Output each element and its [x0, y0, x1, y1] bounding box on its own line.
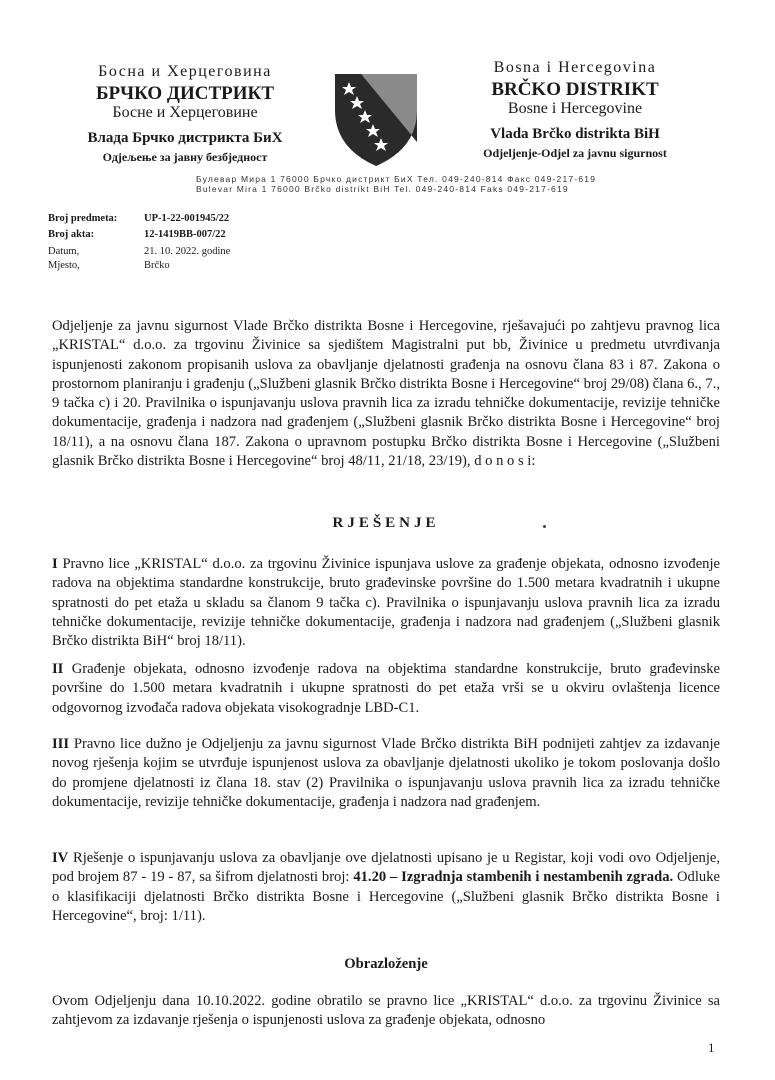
header-right-department: Odjeljenje-Odjel za javnu sigurnost — [483, 145, 667, 160]
address-cyrillic: Булевар Мира 1 76000 Брчко дистрикт БиХ Тел. 049-240-814 Факс 049-217-619 — [196, 174, 597, 184]
header-left-department: Одјељење за јавну безбједност — [102, 149, 268, 164]
decision-item-2 — [52, 660, 720, 718]
header-left-country: Босна и Херцеговина — [98, 63, 272, 80]
item-numeral: I — [52, 556, 58, 572]
place-label: Mjesto, — [48, 260, 80, 271]
case-number-label: Broj predmeta: — [48, 213, 118, 224]
item-numeral: IV — [52, 850, 69, 866]
header-left-sub: Босне и Херцеговине — [112, 103, 258, 121]
decision-item-4 — [52, 849, 720, 926]
reasoning-title: Obrazloženje — [344, 956, 428, 972]
address-latin: Bulevar Mira 1 76000 Brčko distrikt BiH Tel. 049-240-814 Faks 049-217-619 — [196, 184, 569, 195]
decision-title: RJEŠENJE — [332, 515, 440, 531]
date-label: Datum, — [48, 246, 80, 257]
page-number: 1 — [708, 1040, 715, 1055]
header-right — [445, 58, 705, 161]
reasoning-paragraph: Ovom Odjeljenju dana 10.10.2022. godine obratilo se pravno lice „KRISTAL“ d.o.o. za trgovinu Živinice sa zahtjevom za izdavanje rješenja o ispunjenosti uslova za građenje objekata, odnosno — [52, 993, 720, 1029]
header-right-government: Vlada Brčko distrikta BiH — [490, 125, 660, 142]
decision-item-3 — [52, 735, 720, 812]
activity-code: 41.20 – Izgradnja stambenih i nestambenih zgrada. — [353, 869, 674, 886]
item-text: Pravno lice „KRISTAL“ d.o.o. za trgovinu Živinice ispunjava uslove za građenje objekata, odnosno izvođenje radova na objektima standardne konstrukcije, bruto građevinske površine do 1.500 metara kvadratnih i ukupne spratnosti do pet etaža u skladu sa članom 9 tačka c). Pravilnika o ispunjavanju uslova pravnih lica za izradu tehničke dokumentacije, revizije tehničke dokumentacije, građenja i nadzora nad građenjem („Službeni glasnik Brčko distrikta BiH“ broj 18/11). — [52, 556, 720, 650]
coat-of-arms-emblem — [331, 70, 421, 170]
document-meta — [48, 212, 348, 282]
header-right-country: Bosna i Hercegovina — [493, 59, 657, 76]
date-value: 21. 10. 2022. godine — [144, 246, 231, 257]
item-text-continued: Odluke o klasifikaciji djelatnosti Brčko distrikta Bosne i Hercegovine („Službeni glasnik Brčko distrikta Bosne i Hercegovine“, broj: 1/11). — [52, 869, 720, 924]
intro-paragraph: Odjeljenje za javnu sigurnost Vlade Brčko distrikta Bosne i Hercegovine, rješavajući po zahtjevu pravnog lica „KRISTAL“ d.o.o. za trgovinu Živinice sa sjedištem Magistralni put bb, Živinice u predmetu utvrđivanja ispunjenosti zakonom propisanih uslova za obavljanje djelatnosti građenja na osnovu člana 83 i 87. Zakona o prostornom planiranju i građenju („Službeni glasnik Brčko distrikta Bosne i Hercegovine“ broj 29/08) člana 6., 7., 9 tačka c) i 20. Pravilnika o ispunjavanju uslova pravnih lica za izradu tehničke dokumentacije, revizije tehničke dokumentacije, građenja i nadzora nad građenjem („Službeni glasnik Brčko distrikta Bosne i Hercegovine“ broj 18/11), a na osnovu člana 187. Zakona o upravnom postupku Brčko distrikta Bosne i Hercegovine („Službeni glasnik Brčko distrikta Bosne i Hercegovine“ broj 48/11, 21/18, 23/19), d o n o s i: — [52, 318, 720, 470]
decision-item-1 — [52, 555, 720, 651]
item-numeral: III — [52, 736, 70, 752]
address-block — [196, 174, 666, 194]
scan-mark — [543, 525, 546, 528]
header-right-sub: Bosne i Hercegovine — [507, 99, 643, 117]
header-left — [60, 62, 310, 165]
case-number-value: UP-1-22-001945/22 — [144, 213, 230, 224]
header-left-government: Влада Брчко дистрикта БиХ — [87, 129, 283, 146]
item-text: Pravno lice dužno je Odjeljenju za javnu sigurnost Vlade Brčko distrikta BiH podnijeti zahtjev za izdavanje novog rješenja kojim se utvrđuje ispunjenost uslova za obavljanje djelatnosti ukoliko je tokom poslovanja došlo do promjene djelatnosti iz člana 18. stav (2) Pravilnika o ispunjavanju uslova pravnih lica za izradu tehničke dokumentacije, revizije tehničke dokumentacije, građenja i nadzora nad građenjem. — [52, 736, 720, 810]
header-left-district: БРЧКО ДИСТРИКТ — [95, 83, 275, 104]
act-number-label: Broj akta: — [48, 229, 95, 240]
header-right-district: BRČKO DISTRIKT — [491, 79, 659, 100]
place-value: Brčko — [144, 260, 170, 271]
item-text: Rješenje o ispunjavanju uslova za obavljanje ove djelatnosti upisano je u Registar, koji vodi ovo Odjeljenje, pod brojem 87 - 19 - 87, sa šifrom djelatnosti broj: — [52, 850, 720, 886]
act-number-value: 12-1419BB-007/22 — [144, 229, 226, 240]
item-numeral: II — [52, 661, 64, 677]
item-text: Građenje objekata, odnosno izvođenje radova na objektima standardne konstrukcije, bruto građevinske površine do 1.500 metara kvadratnih i ukupne spratnosti do pet etaža vrši se u okviru ovlaštenja licence odgovornog izvođača radova objekata visokogradnje LBD-C1. — [52, 661, 720, 716]
